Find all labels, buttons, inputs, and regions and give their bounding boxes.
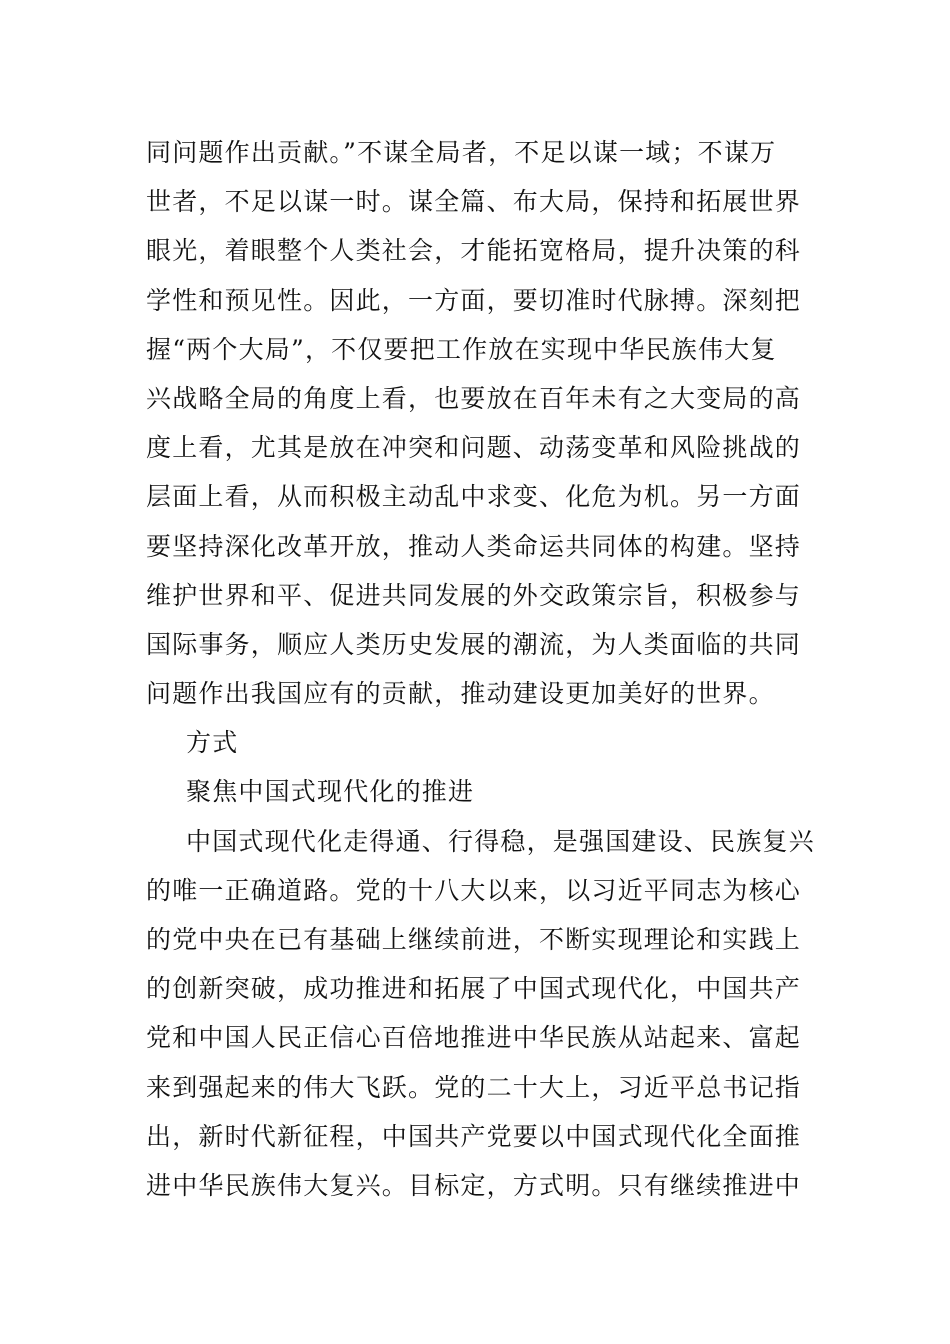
text-line: 维护世界和平、促进共同发展的外交政策宗旨，积极参与 (146, 580, 802, 610)
text-line: 问题作出我国应有的贡献，推动建设更加美好的世界。 (146, 679, 775, 709)
text-line: 要坚持深化改革开放，推动人类命运共同体的构建。坚持 (146, 531, 802, 561)
section-subheading: 聚焦中国式现代化的推进 (186, 777, 475, 807)
text-line: 握“两个大局”，不仅要把工作放在实现中华民族伟大复 (146, 334, 777, 364)
text-line: 的党中央在已有基础上继续前进，不断实现理论和实践上 (146, 925, 802, 954)
text-line: 出，新时代新征程，中国共产党要以中国式现代化全面推 (146, 1121, 802, 1151)
text-line: 层面上看，从而积极主动乱中求变、化危为机。另一方面 (146, 482, 802, 512)
section-heading: 方式 (186, 728, 239, 758)
text-line: 进中华民族伟大复兴。目标定，方式明。只有继续推进中 (146, 1170, 802, 1200)
text-line: 同问题作出贡献。”不谋全局者，不足以谋一域；不谋万 (146, 138, 777, 167)
text-line: 的创新突破，成功推进和拓展了中国式现代化，中国共产 (146, 974, 802, 1004)
text-line: 眼光，着眼整个人类社会，才能拓宽格局，提升决策的科 (146, 236, 802, 266)
text-line: 度上看，尤其是放在冲突和问题、动荡变革和风险挑战的 (146, 433, 802, 463)
text-line: 世者，不足以谋一时。谋全篇、布大局，保持和拓展世界 (146, 187, 802, 217)
text-line: 的唯一正确道路。党的十八大以来，以习近平同志为核心 (146, 875, 802, 905)
text-line: 党和中国人民正信心百倍地推进中华民族从站起来、富起 (146, 1023, 802, 1053)
document-body (146, 128, 815, 1210)
paragraph-first-line: 中国式现代化走得通、行得稳，是强国建设、民族复兴 (186, 826, 815, 856)
text-line: 来到强起来的伟大飞跃。党的二十大上，习近平总书记指 (146, 1072, 802, 1102)
text-line: 国际事务，顺应人类历史发展的潮流，为人类面临的共同 (146, 629, 802, 659)
text-line: 学性和预见性。因此，一方面，要切准时代脉搏。深刻把 (146, 285, 802, 315)
text-line: 兴战略全局的角度上看，也要放在百年未有之大变局的高 (146, 383, 802, 413)
